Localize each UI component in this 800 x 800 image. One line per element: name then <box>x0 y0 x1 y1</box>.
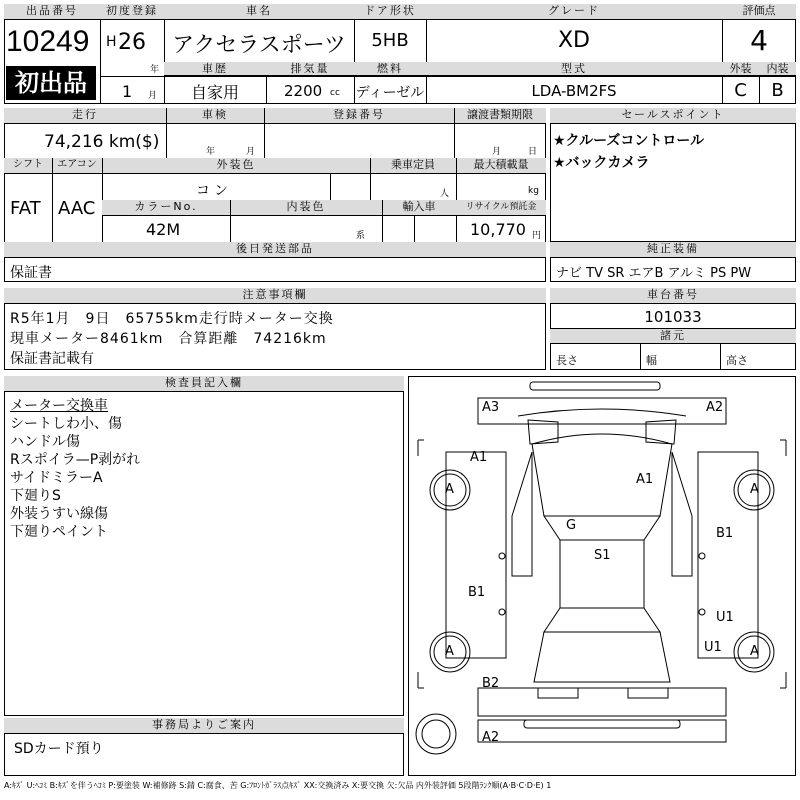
era: H <box>106 34 117 50</box>
load-label: 最大積載量 <box>456 158 546 174</box>
mileage: 74,216 km($) <box>44 132 160 152</box>
transfer-label: 譲渡書類期限 <box>454 108 546 124</box>
inspector-line-3: ハンドル傷 <box>10 434 80 450</box>
parts-value: 保証書 <box>10 265 52 281</box>
mark-a3: A3 <box>482 400 500 415</box>
office-value: SDカード預り <box>14 741 104 757</box>
notes-line-3: 保証書記載有 <box>10 351 94 367</box>
mark-wheel-fl: A <box>445 482 454 497</box>
grade: XD <box>557 28 590 53</box>
first-listing-badge: 初出品 <box>6 66 96 100</box>
mark-b1-left: B1 <box>468 585 486 600</box>
recycle-unit: 円 <box>532 231 542 241</box>
equipment-value: ナビ TV SR エアB アルミ PS PW <box>556 266 752 281</box>
intcolor-unit: 系 <box>356 231 366 241</box>
inspector-label: 検査員記入欄 <box>4 376 404 392</box>
int-grade: B <box>771 80 784 101</box>
inspector-line-1: メーター交換車 <box>10 398 108 414</box>
notes-line-2: 現車メーター8461km 合算距離 74216km <box>10 331 327 347</box>
chassis-number: 101033 <box>644 308 702 326</box>
name-label: 車名 <box>164 4 354 20</box>
parts-label: 後日発送部品 <box>4 242 546 258</box>
reg-year-unit: 年 <box>150 65 160 75</box>
sales-point-label: セールスポイント <box>550 108 796 124</box>
office-label: 事務局よりご案内 <box>4 718 404 734</box>
history: 自家用 <box>190 83 239 102</box>
intcolor-label: 内装色 <box>230 200 382 216</box>
mark-u1-right: U1 <box>716 610 734 625</box>
notes-label: 注意事項欄 <box>4 288 546 304</box>
load-unit: kg <box>528 186 539 196</box>
door-label: ドア形状 <box>354 4 426 20</box>
transfer-month: 月 <box>492 147 502 157</box>
colorno-label: カラーNo. <box>102 200 230 216</box>
spec-width: 幅 <box>646 354 657 367</box>
inspection-label: 車検 <box>166 108 264 124</box>
model-label: 型式 <box>426 62 722 76</box>
chassis-label: 車台番号 <box>550 288 796 304</box>
color-label: 外装色 <box>102 158 370 174</box>
recycle-label: リサイクル預託金 <box>456 200 546 216</box>
mark-wheel-rr: A <box>750 644 759 659</box>
plate-label: 登録番号 <box>264 108 454 124</box>
mark-wheel-rl: A <box>445 644 454 659</box>
mark-u1-rear: U1 <box>704 640 722 655</box>
history-label: 車歴 <box>164 62 266 76</box>
displacement: 2200 <box>284 82 323 100</box>
reg-month: 1 <box>122 82 133 101</box>
mark-a2-top: A2 <box>706 400 724 415</box>
lot-no-label: 出品番号 <box>4 4 100 20</box>
reg-month-unit: 月 <box>148 91 158 101</box>
mark-s1: S1 <box>594 548 611 563</box>
inspection-year: 年 <box>206 147 216 157</box>
recycle-amount: 10,770 <box>470 220 526 239</box>
car-diagram <box>408 376 796 776</box>
shift-label: シフト <box>4 158 52 174</box>
ext-label: 外装 <box>722 62 759 76</box>
mark-a1-left: A1 <box>470 450 488 465</box>
sales-point-2: ★バックカメラ <box>553 155 650 171</box>
capacity-unit: 人 <box>440 189 450 199</box>
reg-label: 初度登録 <box>100 4 164 20</box>
inspector-line-2: シートしわ小、傷 <box>10 416 122 432</box>
displacement-unit: cc <box>330 88 340 98</box>
model: LDA-BM2FS <box>531 82 617 100</box>
car-name: アクセラスポーツ <box>172 33 346 58</box>
door-type: 5HB <box>371 30 409 51</box>
capacity-label: 乗車定員 <box>370 158 456 174</box>
fuel-label: 燃料 <box>354 62 426 76</box>
mark-a1-hood: A1 <box>636 472 654 487</box>
sales-point-box <box>550 108 796 242</box>
score-label: 評価点 <box>722 4 796 20</box>
displacement-label: 排気量 <box>266 62 354 76</box>
inspection-month: 月 <box>246 147 256 157</box>
mark-wheel-fr: A <box>750 482 759 497</box>
int-label: 内装 <box>759 62 796 76</box>
equipment-label: 純正装備 <box>550 242 796 258</box>
spec-label: 諸元 <box>550 329 796 344</box>
notes-line-1: R5年1月 9日 65755km走行時メーター交換 <box>10 311 334 327</box>
grade-label: グレード <box>426 4 722 20</box>
inspector-line-8: 下廻りペイント <box>10 524 108 540</box>
fuel: ディーゼル <box>355 85 425 101</box>
mileage-label: 走行 <box>4 108 166 124</box>
spec-length: 長さ <box>556 354 578 367</box>
transfer-day: 日 <box>528 147 538 157</box>
mark-b2: B2 <box>482 676 500 691</box>
ac: AAC <box>58 198 96 219</box>
inspector-line-7: 外装うすい線傷 <box>10 506 108 522</box>
import-label: 輸入車 <box>382 200 456 216</box>
exterior-color: コン <box>196 183 232 199</box>
ext-grade: C <box>734 80 747 101</box>
sales-point-1: ★クルーズコントロール <box>553 133 705 149</box>
inspector-line-5: サイドミラーA <box>10 470 103 486</box>
inspector-line-4: Rスポイラ—P剥がれ <box>10 452 141 468</box>
legend: A:ｷｽﾞ U:ﾍｺﾐ B:ｷｽﾞを伴うﾍｺﾐ P:要塗装 W:補修跡 S:錆 C:腐食、苦 G:ﾌﾛﾝﾄｶﾞﾗｽ点ｷｽﾞ XX:交換済み X:要交換 欠:欠品 内外装評価 5段階ﾗﾝｸ順(A·B·C·D·E) 1 <box>4 781 552 790</box>
reg-year: 26 <box>118 30 146 55</box>
inspector-line-6: 下廻りS <box>10 488 61 504</box>
spec-height: 高さ <box>726 354 748 367</box>
mark-b1-right: B1 <box>716 526 734 541</box>
score: 4 <box>750 24 768 57</box>
lot-number: 10249 <box>6 25 90 58</box>
mark-a2-bottom: A2 <box>482 730 500 745</box>
ac-label: エアコン <box>52 158 102 174</box>
color-no: 42M <box>146 220 181 239</box>
shift: FAT <box>10 198 41 219</box>
mark-g: G <box>566 518 577 533</box>
